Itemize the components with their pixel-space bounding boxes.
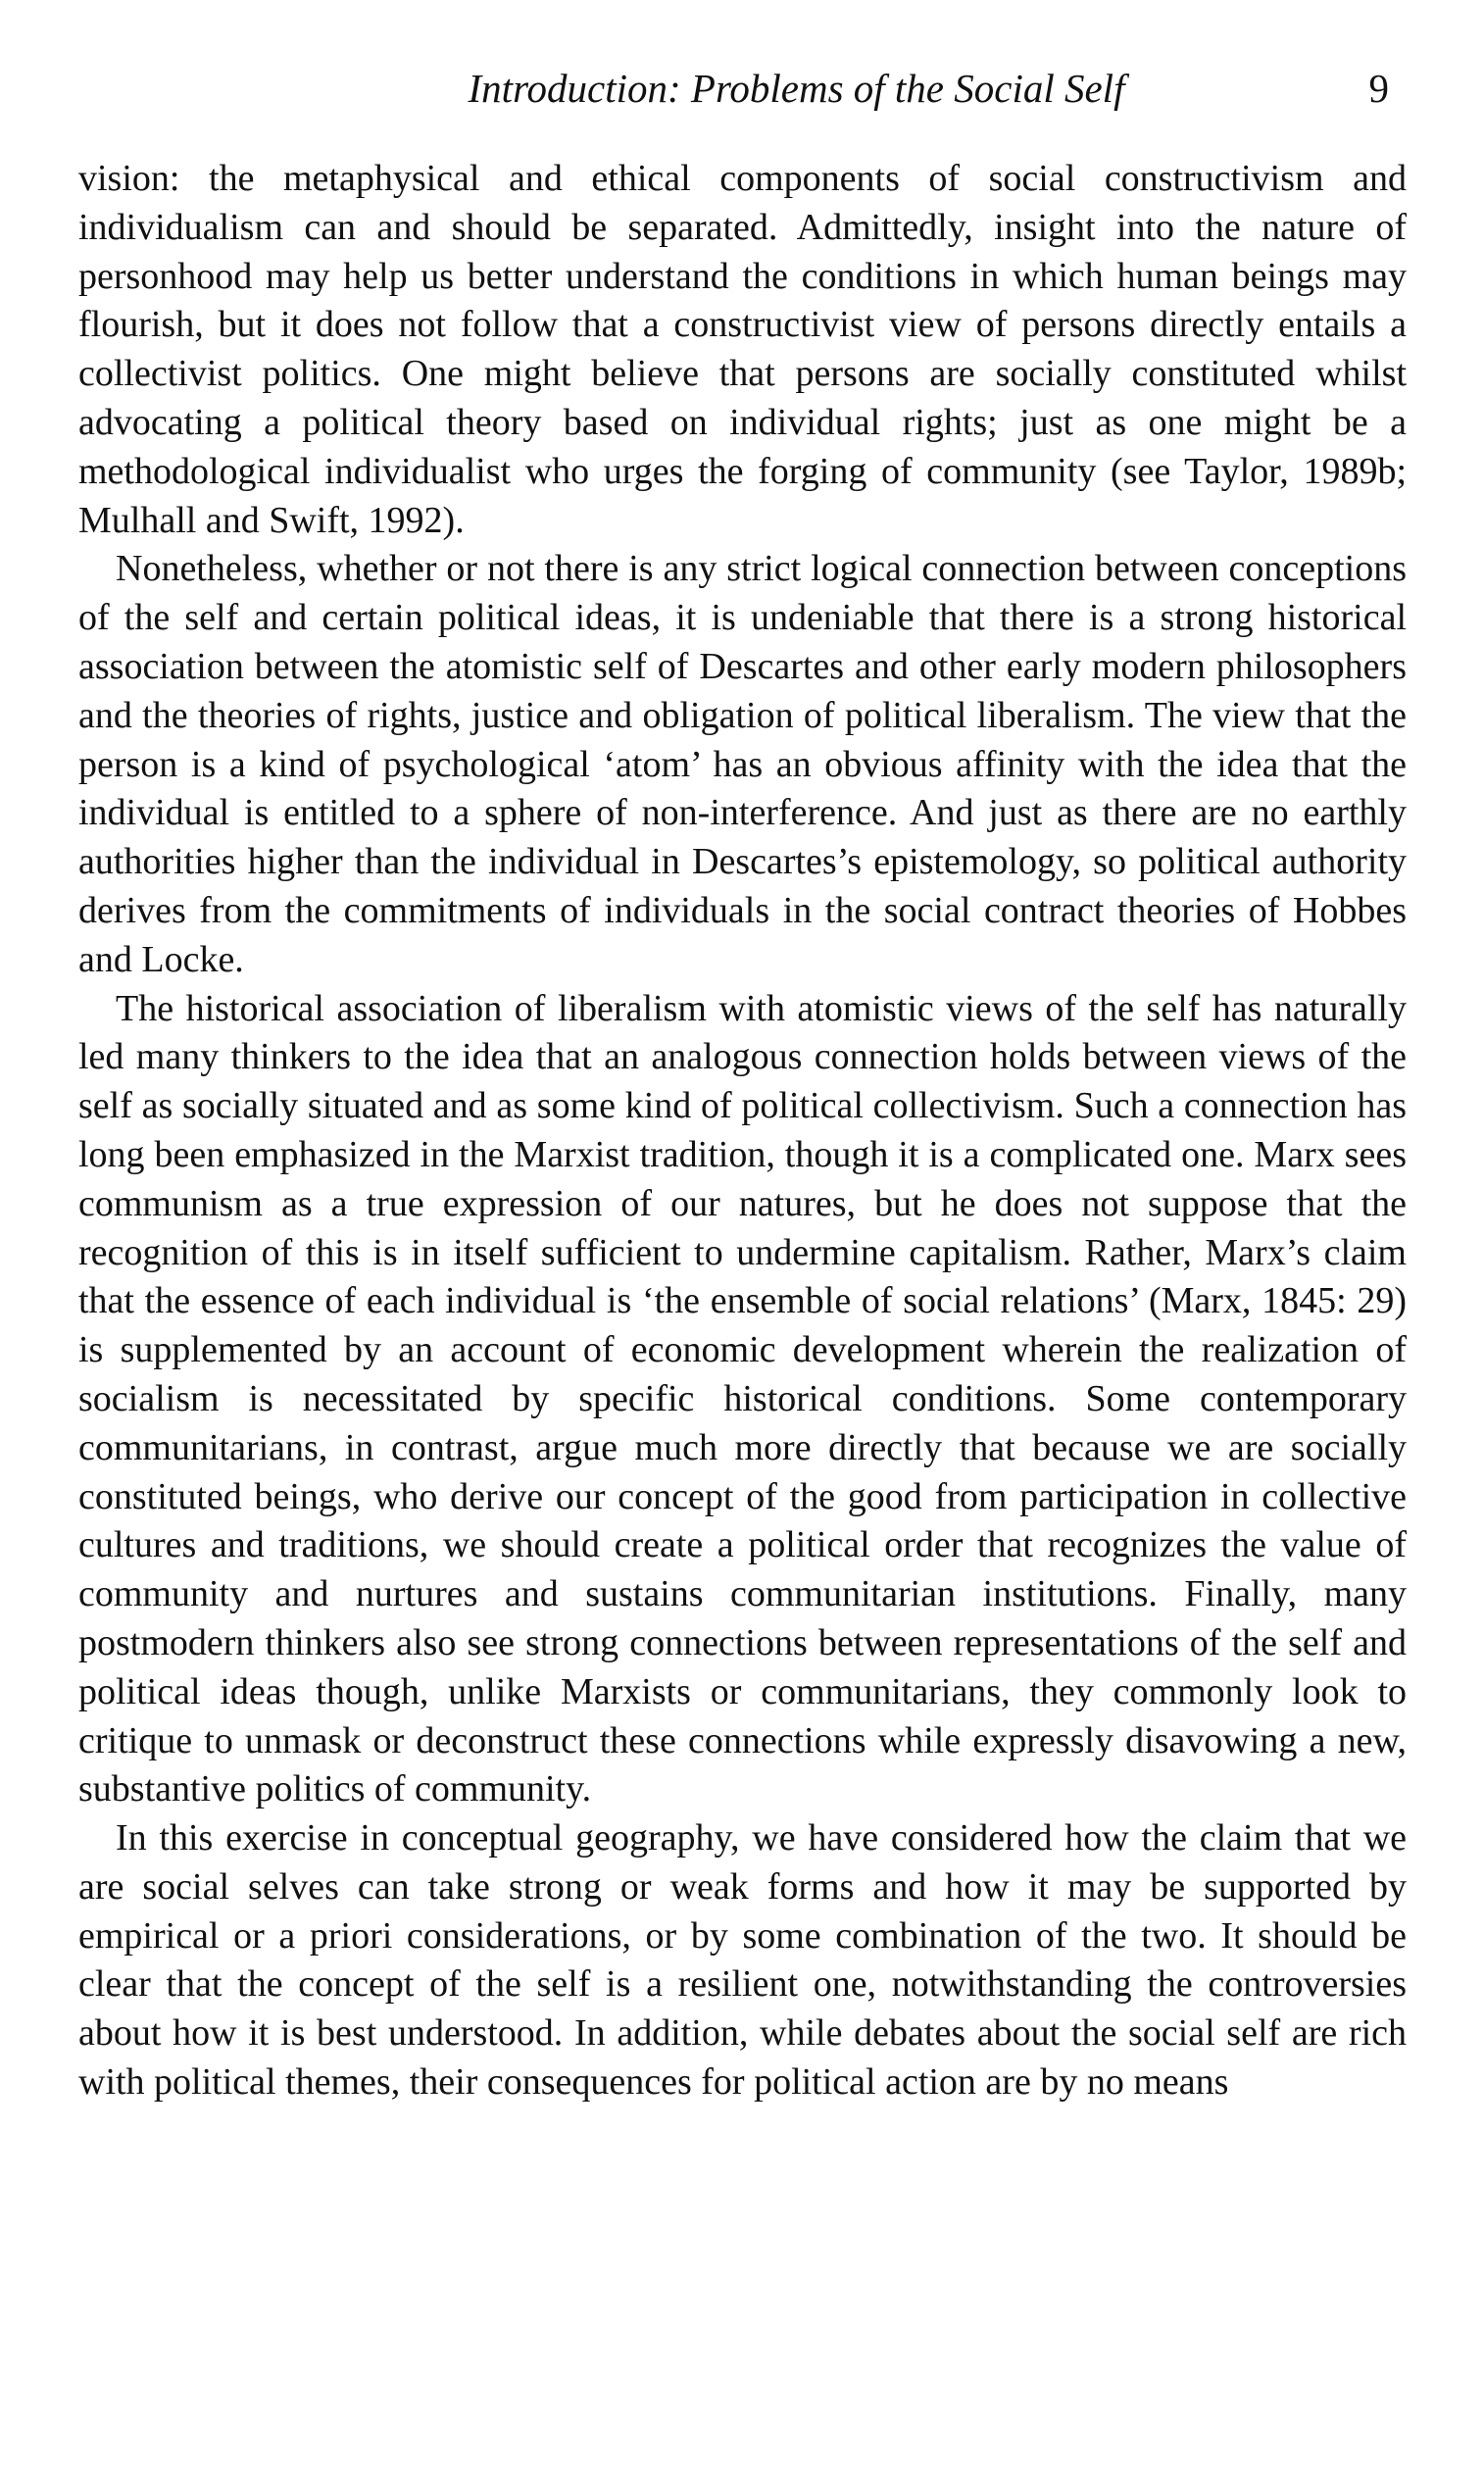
running-head [78,61,1407,120]
page-number: 9 [1368,66,1389,111]
book-page [78,0,1407,2478]
body-text [78,155,1407,2107]
paragraph-nonetheless: Nonetheless, whether or not there is any strict logical connection between conceptions of the self and certain political ideas, it is undeniable that there is a strong historical association between the atomistic self of Descartes and other early modern philosophers and the theories of rights, justice and obligation of political liberalism. The view that the person is a kind of psychological ‘atom’ has an obvious affinity with the idea that the individual is entitled to a sphere of non-interference. And just as there are no earthly authorities higher than the individual in Descartes’s epistemology, so political authority derives from the commitments of individuals in the social contract theories of Hobbes and Locke. [78,548,1407,980]
paragraph-historical-association: The historical association of liberalism with atomistic views of the self has naturally led many thinkers to the idea that an analogous connection holds between views of the self as socially situated and as some kind of political collectivism. Such a connection has long been emphasized in the Marxist tradition, though it is a complicated one. Marx sees communism as a true expression of our natures, but he does not suppose that the recognition of this is in itself sufficient to undermine capitalism. Rather, Marx’s claim that the essence of each individual is ‘the ensemble of social relations’ (Marx, 1845: 29) is supplemented by an account of economic development wherein the realization of socialism is necessitated by specific historical conditions. Some contemporary communitarians, in contrast, argue much more directly that because we are socially constituted beings, who derive our concept of the good from participation in collective cultures and traditions, we should create a political order that recognizes the value of community and nurtures and sustains communitarian institutions. Finally, many postmodern thinkers also see strong connections between representations of the self and political ideas though, unlike Marxists or communitarians, they commonly look to critique to unmask or deconstruct these connections while expressly disavowing a new, substantive politics of community. [78,987,1407,1810]
paragraph-continued: vision: the metaphysical and ethical components of social constructivism and individualism can and should be separated. Admittedly, insight into the nature of personhood may help us better understand the conditions in which human beings may flourish, but it does not follow that a constructivist view of persons directly entails a collectivist politics. One might believe that persons are socially constituted whilst advocating a political theory based on individual rights; just as one might be a methodological individualist who urges the forging of community (see Taylor, 1989b; Mulhall and Swift, 1992). [78,158,1407,541]
running-title: Introduction: Problems of the Social Self [468,66,1125,111]
paragraph-conceptual-geography: In this exercise in conceptual geography, we have considered how the claim that we are social selves can take strong or weak forms and how it may be supported by empirical or a priori considerations, or by some combination of the two. It should be clear that the concept of the self is a resilient one, notwithstanding the controversies about how it is best understood. In addition, while debates about the social self are rich with political themes, their consequences for political action are by no means [78,1817,1407,2104]
